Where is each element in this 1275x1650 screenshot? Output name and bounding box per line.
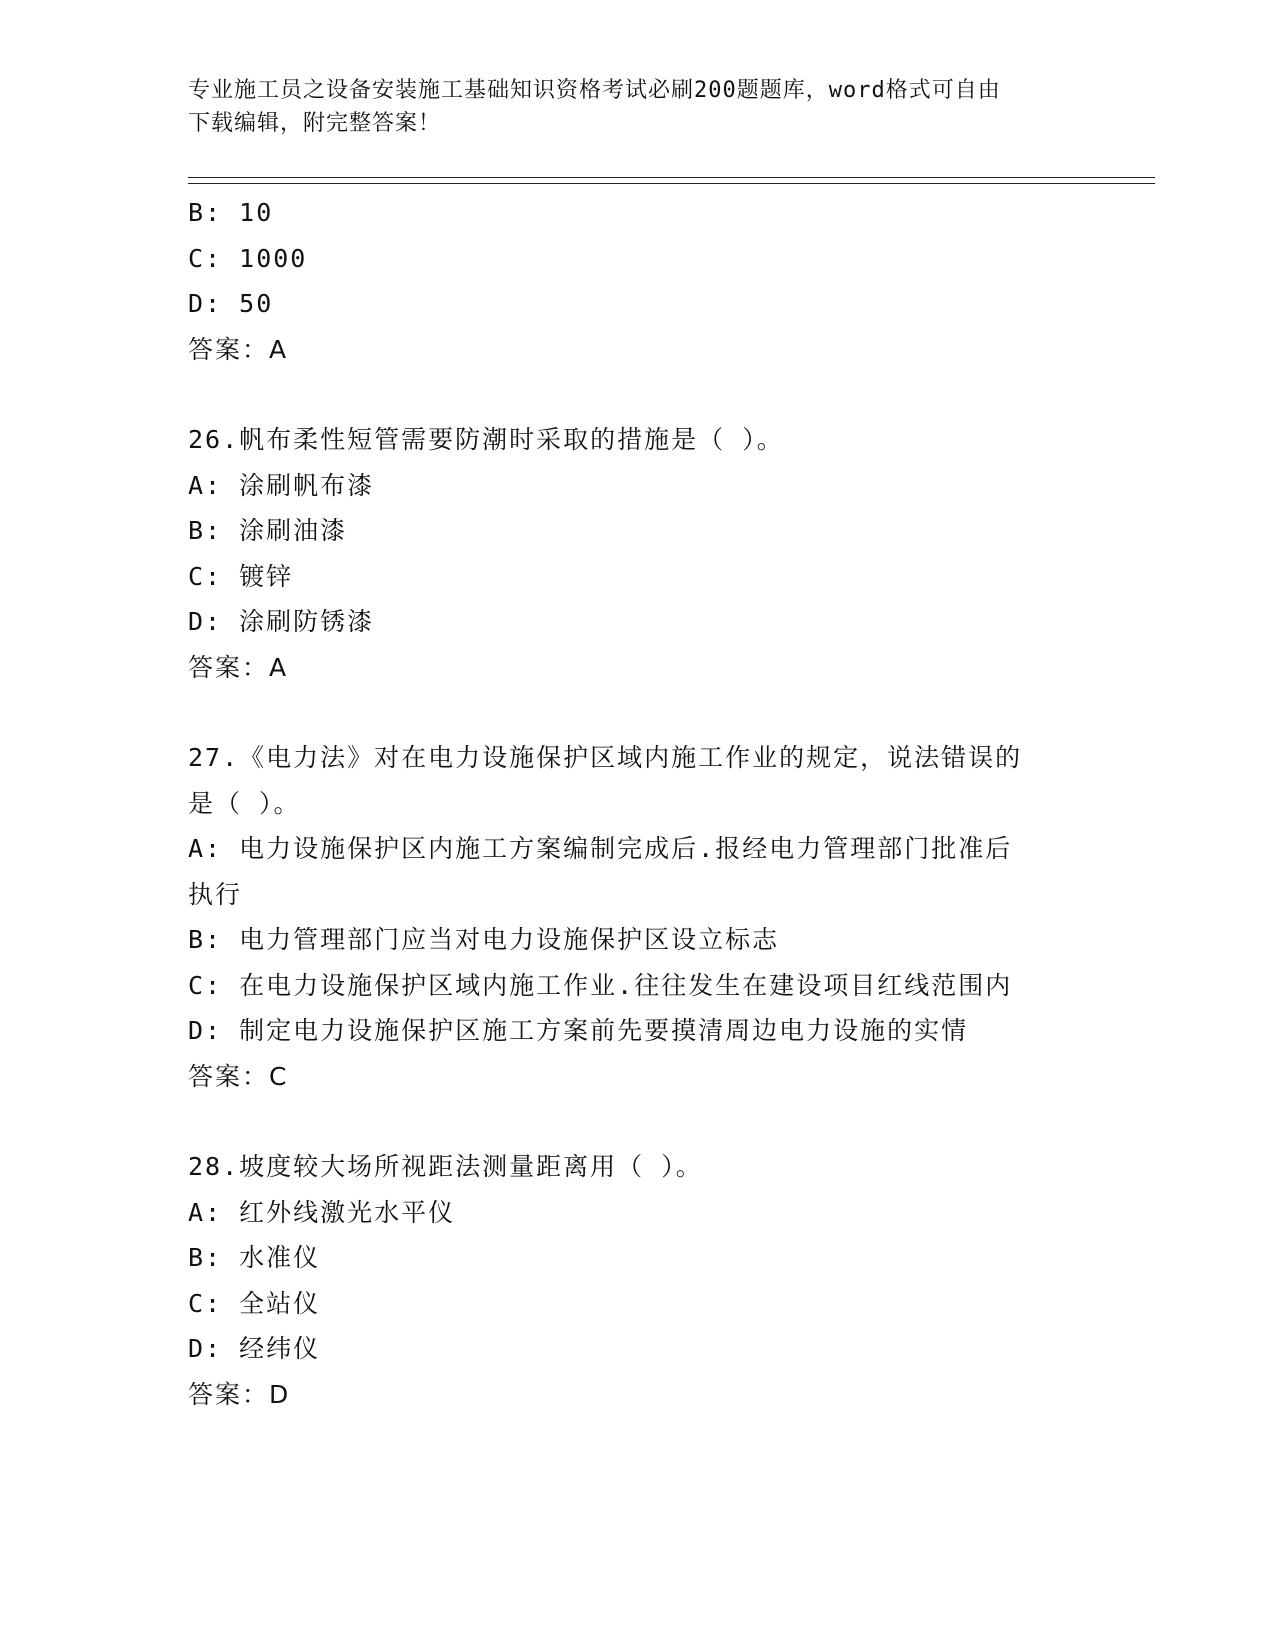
option-b: B: 电力管理部门应当对电力设施保护区设立标志 xyxy=(188,925,780,954)
answer: 答案：D xyxy=(188,1379,291,1409)
question-title-line-1: 27.《电力法》对在电力设施保护区域内施工作业的规定，说法错误的 xyxy=(188,743,1023,772)
option-b: B: 水准仪 xyxy=(188,1243,321,1272)
question-gap xyxy=(188,690,1088,735)
answer: 答案：A xyxy=(188,334,289,364)
answer: 答案：C xyxy=(188,1061,289,1091)
option-d: D: 制定电力设施保护区施工方案前先要摸清周边电力设施的实情 xyxy=(188,1016,969,1045)
question-list xyxy=(188,190,1088,1417)
option-c: C: 全站仪 xyxy=(188,1288,321,1318)
question-title: 26.帆布柔性短管需要防潮时采取的措施是（ ）。 xyxy=(188,425,784,454)
question-gap xyxy=(188,1099,1088,1144)
question-title-line-2: 是（ ）。 xyxy=(188,788,301,818)
option-b: B: 涂刷油漆 xyxy=(188,516,348,545)
option-d: D: 涂刷防锈漆 xyxy=(188,607,375,636)
option-c: C: 在电力设施保护区域内施工作业.往往发生在建设项目红线范围内 xyxy=(188,970,1013,1000)
header-divider xyxy=(188,177,1155,184)
option-a: A: 红外线激光水平仪 xyxy=(188,1197,456,1227)
option-a-line-1: A: 电力设施保护区内施工方案编制完成后.报经电力管理部门批准后 xyxy=(188,834,1013,863)
option-c: C: 镀锌 xyxy=(188,561,294,591)
option-b: B: 10 xyxy=(188,198,274,227)
header-line-2: 下载编辑，附完整答案！ xyxy=(188,111,442,136)
option-d: D: 50 xyxy=(188,289,274,318)
option-c: C: 1000 xyxy=(188,243,308,273)
option-a: A: 涂刷帆布漆 xyxy=(188,470,375,500)
document-header xyxy=(188,74,1068,140)
question-27 xyxy=(188,735,1088,1099)
question-25 xyxy=(188,190,1088,372)
question-gap xyxy=(188,372,1088,417)
option-a-line-2: 执行 xyxy=(188,879,243,909)
question-title: 28.坡度较大场所视距法测量距离用（ ）。 xyxy=(188,1152,703,1181)
answer: 答案：A xyxy=(188,652,289,682)
option-d: D: 经纬仪 xyxy=(188,1334,321,1363)
question-26 xyxy=(188,417,1088,690)
header-line-1: 专业施工员之设备安装施工基础知识资格考试必刷200题题库，word格式可自由 xyxy=(188,78,1001,103)
question-28 xyxy=(188,1144,1088,1417)
